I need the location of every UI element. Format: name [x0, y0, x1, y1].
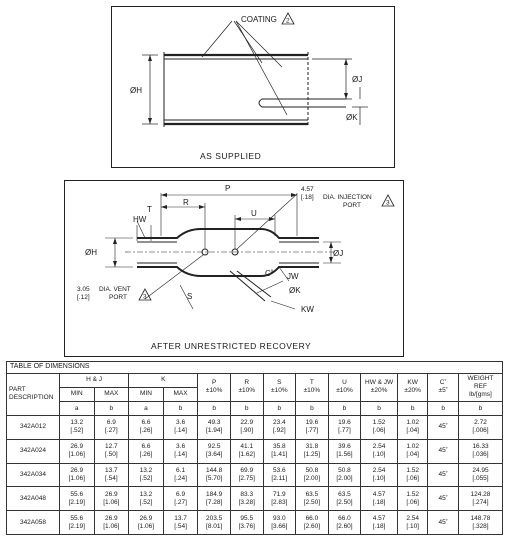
dim-t-label: T — [147, 205, 152, 214]
cell: 26.9 [1.06] — [94, 487, 129, 511]
header-k-min: MIN — [129, 387, 164, 401]
cell: 24.95 [.055] — [458, 463, 502, 487]
as-supplied-panel — [111, 6, 395, 168]
cell: 6.1 [.24] — [163, 463, 198, 487]
dim-k-label: ØK — [346, 113, 358, 122]
cell: 50.8 [2.00] — [328, 463, 361, 487]
cell: 45˚ — [428, 463, 459, 487]
header-k: K — [129, 373, 198, 387]
header-weight: WEIGHT REF lb/[gms] — [458, 373, 502, 401]
cell: 26.9 [1.06] — [59, 439, 94, 463]
after-recovery-caption: AFTER UNRESTRICTED RECOVERY — [151, 341, 312, 351]
dim-hw-label: HW — [133, 215, 147, 224]
cell: 13.7 [.54] — [163, 511, 198, 535]
cell: 2.54 [.10] — [397, 511, 428, 535]
injection-port-mm: 4.57 — [301, 186, 314, 193]
cell: 39.6 [1.56] — [328, 439, 361, 463]
dim-c-label: C˚ — [265, 269, 274, 278]
cell: 83.3 [3.28] — [230, 487, 263, 511]
dim-jw-label: JW — [287, 272, 299, 281]
header-hj-min: MIN — [59, 387, 94, 401]
cell: 2.54 [.10] — [361, 463, 398, 487]
cell: 203.5 [8.01] — [198, 511, 231, 535]
as-supplied-drawing — [112, 7, 394, 167]
header-c: C˚ ±5˚ — [428, 373, 459, 401]
sub-label: b — [263, 401, 296, 415]
cell: 66.0 [2.60] — [328, 511, 361, 535]
part-number: 342A012 — [7, 416, 60, 440]
cell: 6.6 [.26] — [129, 439, 164, 463]
header-hj-max: MAX — [94, 387, 129, 401]
cell: 1.52 [.06] — [361, 416, 398, 440]
cell: 13.2 [.52] — [129, 463, 164, 487]
header-s: S ±10% — [263, 373, 296, 401]
cell: 6.6 [.26] — [129, 416, 164, 440]
header-r: R ±10% — [230, 373, 263, 401]
cell: 19.6 [.77] — [328, 416, 361, 440]
cell: 1.52 [.06] — [397, 463, 428, 487]
sub-label: b — [163, 401, 198, 415]
header-p: P ±10% — [198, 373, 231, 401]
cell: 31.8 [1.25] — [296, 439, 329, 463]
dim-j-label: ØJ — [333, 249, 344, 258]
cell: 53.6 [2.11] — [263, 463, 296, 487]
cell: 1.02 [.04] — [397, 416, 428, 440]
header-hj: H & J — [59, 373, 128, 387]
cell: 19.6 [.77] — [296, 416, 329, 440]
table-row — [7, 463, 503, 487]
cell: 4.57 [.18] — [361, 511, 398, 535]
cell: 2.54 [.10] — [361, 439, 398, 463]
cell: 55.6 [2.19] — [59, 511, 94, 535]
coating-label: COATING — [241, 15, 277, 24]
cell: 69.9 [2.75] — [230, 463, 263, 487]
dim-h-label: ØH — [85, 248, 97, 257]
cell: 23.4 [.92] — [263, 416, 296, 440]
sub-label: a — [59, 401, 94, 415]
dim-k-label: ØK — [289, 286, 301, 295]
injection-note-number: 3 — [386, 199, 390, 207]
cell: 92.5 [3.64] — [198, 439, 231, 463]
vent-note-number: 3 — [143, 293, 147, 301]
part-number: 342A058 — [7, 511, 60, 535]
cell: 45˚ — [428, 416, 459, 440]
sub-label: b — [198, 401, 231, 415]
cell: 144.8 [5.70] — [198, 463, 231, 487]
table-title: TABLE OF DIMENSIONS — [7, 362, 503, 374]
dim-kw-label: KW — [301, 305, 314, 314]
vent-port-mm: 3.05 — [77, 286, 90, 293]
after-recovery-drawing — [65, 181, 403, 356]
injection-port-text: DIA. INJECTION — [323, 194, 372, 201]
injection-port-text-2: PORT — [343, 202, 361, 209]
cell: 71.9 [2.83] — [263, 487, 296, 511]
sub-label: b — [296, 401, 329, 415]
sub-label: b — [428, 401, 459, 415]
cell: 41.1 [1.62] — [230, 439, 263, 463]
header-hwjw: HW & JW ±20% — [361, 373, 398, 401]
cell: 55.6 [2.19] — [59, 487, 94, 511]
part-number: 342A048 — [7, 487, 60, 511]
cell: 63.5 [2.50] — [296, 487, 329, 511]
sub-label: a — [129, 401, 164, 415]
table-row — [7, 416, 503, 440]
sub-label: b — [328, 401, 361, 415]
cell: 45˚ — [428, 439, 459, 463]
part-number: 342A034 — [7, 463, 60, 487]
cell: 124.28 [.274] — [458, 487, 502, 511]
cell: 13.7 [.54] — [94, 463, 129, 487]
cell: 66.0 [2.60] — [296, 511, 329, 535]
dim-r-label: R — [183, 198, 189, 207]
cell: 26.9 [1.06] — [59, 463, 94, 487]
cell: 22.9 [.90] — [230, 416, 263, 440]
cell: 6.9 [.27] — [163, 487, 198, 511]
cell: 1.52 [.06] — [397, 487, 428, 511]
cell: 2.72 [.006] — [458, 416, 502, 440]
cell: 45˚ — [428, 487, 459, 511]
dim-p-label: P — [225, 184, 231, 193]
cell: 13.2 [.52] — [129, 487, 164, 511]
cell: 26.9 [1.06] — [129, 511, 164, 535]
vent-port-in: [.12] — [77, 294, 90, 301]
sub-label: b — [230, 401, 263, 415]
vent-port-text: DIA. VENT — [99, 286, 131, 293]
cell: 3.6 [.14] — [163, 416, 198, 440]
sub-label: b — [458, 401, 502, 415]
cell: 95.5 [3.76] — [230, 511, 263, 535]
cell: 63.5 [2.50] — [328, 487, 361, 511]
cell: 3.6 [.14] — [163, 439, 198, 463]
cell: 4.57 [.18] — [361, 487, 398, 511]
header-kw: KW ±20% — [397, 373, 428, 401]
table-row — [7, 487, 503, 511]
as-supplied-caption: AS SUPPLIED — [200, 151, 262, 161]
cell: 45˚ — [428, 511, 459, 535]
header-u: U ±10% — [328, 373, 361, 401]
cell: 93.0 [3.66] — [263, 511, 296, 535]
dim-u-label: U — [251, 209, 257, 218]
cell: 13.2 [.52] — [59, 416, 94, 440]
sub-label: b — [94, 401, 129, 415]
sub-label: b — [361, 401, 398, 415]
header-t: T ±10% — [296, 373, 329, 401]
cell: 50.8 [2.00] — [296, 463, 329, 487]
injection-port-in: [.18] — [301, 194, 314, 201]
dimensions-table — [6, 361, 503, 535]
cell: 49.3 [1.94] — [198, 416, 231, 440]
table-row — [7, 511, 503, 535]
cell: 16.33 [.036] — [458, 439, 502, 463]
after-recovery-panel — [64, 180, 404, 357]
cell: 1.02 [.04] — [397, 439, 428, 463]
part-number: 342A024 — [7, 439, 60, 463]
header-part-description: PART DESCRIPTION — [7, 373, 60, 415]
cell: 6.9 [.27] — [94, 416, 129, 440]
vent-port-text-2: PORT — [109, 294, 127, 301]
table-row — [7, 439, 503, 463]
coating-note-number: 2 — [286, 17, 290, 25]
sub-label: b — [397, 401, 428, 415]
cell: 35.8 [1.41] — [263, 439, 296, 463]
cell: 12.7 [.50] — [94, 439, 129, 463]
cell: 26.9 [1.06] — [94, 511, 129, 535]
dim-j-label: ØJ — [352, 75, 363, 84]
header-k-max: MAX — [163, 387, 198, 401]
dim-h-label: ØH — [130, 86, 142, 95]
dim-s-label: S — [187, 292, 193, 301]
cell: 184.9 [7.28] — [198, 487, 231, 511]
cell: 148.78 [.328] — [458, 511, 502, 535]
